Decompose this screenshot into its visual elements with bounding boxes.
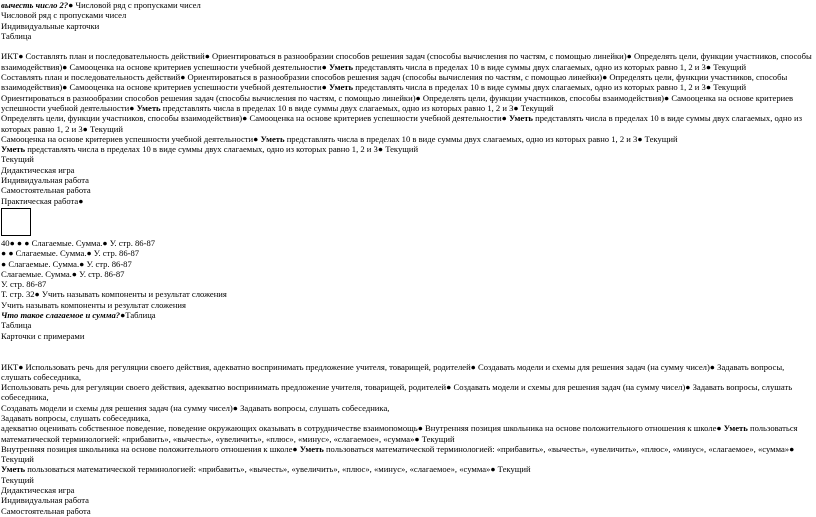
text-span: ●Таблица xyxy=(120,310,156,321)
text-span: пользоваться математической терминологией: «прибавить», «вычесть», «увеличить», «плюс», «минус», «слагаемое», «сумма»● Текущий xyxy=(1,423,798,444)
bold-text: Уметь xyxy=(329,82,354,93)
blank-line xyxy=(1,41,813,51)
text-line: Задавать вопросы, слушать собеседника, xyxy=(1,412,151,423)
text-span: Составлять план и последовательность действий● Ориентироваться в разнообразии способов решения задач (способы вычисления по частям, с помощью линейки)● Определять цели, функции участников, способы взаимодействия)● Самооценка на основе критериев успешности учебной деятельности● xyxy=(1,72,788,93)
text-span: пользоваться математической терминологией: «прибавить», «вычесть», «увеличить», «плюс», «минус», «слагаемое», «сумма»● Текущий xyxy=(1,443,795,465)
blank-line xyxy=(1,351,813,361)
text-line: 40● ● ● Слагаемые. Сумма.● У. стр. 86-87 xyxy=(1,237,156,248)
bold-text: Уметь xyxy=(299,443,324,454)
paragraph xyxy=(1,444,813,465)
text-span: Ориентироваться в разнообразии способов решения задач (способы вычисления по частям, с помощью линейки)● Определять цели, функции участников, способы взаимодействия)● Самооценка на основе критериев успешности учебной деятельности● xyxy=(1,92,794,113)
text-line: Индивидуальная работа xyxy=(1,495,89,506)
bold-text: Уметь xyxy=(508,113,533,124)
text-line: Дидактическая игра xyxy=(1,164,75,175)
text-span: представлять числа в пределах 10 в виде суммы двух слагаемых, одно из которых равно 1, 2 и 3● Текущий xyxy=(27,144,419,155)
text-span: Определять цели, функции участников, способы взаимодействия)● Самооценка на основе критериев успешности учебной деятельности● xyxy=(1,113,507,124)
text-line: Самостоятельная работа xyxy=(1,185,91,196)
text-span: ИКТ● Составлять план и последовательность действий● Ориентироваться в разнообразии способов решения задач (способы вычисления по частям, с помощью линейки)● Определять цели, функции участников, способы взаимодействия)● Самооценка на основе критериев успешности учебной деятельности● xyxy=(1,51,812,72)
text-span: представлять числа в пределах 10 в виде суммы двух слагаемых, одно из которых равно 1, 2 и 3● Текущий xyxy=(286,133,678,144)
question-text: вычесть число 2? xyxy=(1,0,69,10)
text-line: Самостоятельная работа xyxy=(1,505,91,516)
text-line: Создавать модели и схемы для решения задач (на сумму чисел)● Задавать вопросы, слушать собеседника, xyxy=(1,402,390,413)
text-line: Таблица xyxy=(1,30,32,41)
paragraph xyxy=(1,72,813,93)
text-line: Т. стр. 32● Учить называть компоненты и результат сложения xyxy=(1,289,227,300)
bold-text: Уметь xyxy=(723,423,748,434)
text-line: Текущий xyxy=(1,154,34,165)
bold-text: Уметь xyxy=(260,133,285,144)
text-line: Числовой ряд с пропусками чисел xyxy=(1,10,127,21)
text-span: адекватно оценивать собственное поведение, поведение окружающих оказывать в сотрудничестве взаимопомощь● Внутренняя позиция школьника на основе положительного отношения к школе● xyxy=(1,423,722,434)
text-line xyxy=(1,464,813,474)
paragraph: Использовать речь для регуляции своего действия, адекватно воспринимать предложение учителя, товарищей, родителей● Создавать модели и схемы для решения задач (на сумму чисел)● Задавать вопросы, слушать собеседника, xyxy=(1,382,793,403)
document-page xyxy=(1,0,813,516)
text-line: Карточки с примерами xyxy=(1,330,85,341)
text-span: представлять числа в пределах 10 в виде суммы двух слагаемых, одно из которых равно 1, 2 и 3● Текущий xyxy=(1,113,802,134)
bold-text: Уметь xyxy=(1,144,26,155)
text-span: ● Числовой ряд с пропусками чисел xyxy=(68,0,201,10)
paragraph xyxy=(1,134,813,144)
text-line xyxy=(1,0,813,10)
text-span: представлять числа в пределах 10 в виде суммы двух слагаемых, одно из которых равно 1, 2 и 3● Текущий xyxy=(355,82,747,93)
text-span: Внутренняя позиция школьника на основе положительного отношения к школе● xyxy=(1,443,298,454)
paragraph xyxy=(1,93,813,114)
text-span: пользоваться математической терминологией: «прибавить», «вычесть», «увеличить», «плюс», «минус», «слагаемое», «сумма»● Текущий xyxy=(27,464,531,475)
text-line: Учить называть компоненты и результат сложения xyxy=(1,299,186,310)
text-line: Текущий xyxy=(1,474,34,485)
text-span: Самооценка на основе критериев успешности учебной деятельности● xyxy=(1,133,259,144)
text-span: представлять числа в пределах 10 в виде суммы двух слагаемых, одно из которых равно 1, 2 и 3● Текущий xyxy=(162,102,554,113)
text-line: Таблица xyxy=(1,320,32,331)
image-placeholder-box xyxy=(1,208,31,236)
bold-text: Уметь xyxy=(136,102,161,113)
paragraph xyxy=(1,113,813,134)
paragraph xyxy=(1,51,813,72)
bold-text: Уметь xyxy=(1,464,26,475)
text-line: ● Слагаемые. Сумма.● У. стр. 86-87 xyxy=(1,258,132,269)
text-line: У. стр. 86-87 xyxy=(1,279,47,290)
question-text: Что такое слагаемое и сумма? xyxy=(1,310,121,321)
text-line xyxy=(1,310,813,320)
text-line: Дидактическая игра xyxy=(1,485,75,496)
text-line: ● ● Слагаемые. Сумма.● У. стр. 86-87 xyxy=(1,248,140,259)
bold-text: Уметь xyxy=(329,61,354,72)
text-line: Практическая работа● xyxy=(1,195,84,206)
paragraph: ИКТ● Использовать речь для регуляции своего действия, адекватно воспринимать предложение учителя, товарищей, родителей● Создавать модели и схемы для решения задач (на сумму чисел)● Задавать вопросы, слушать собеседника, xyxy=(1,361,785,382)
blank-line xyxy=(1,341,813,351)
paragraph xyxy=(1,423,813,444)
text-line: Слагаемые. Сумма.● У. стр. 86-87 xyxy=(1,268,125,279)
text-span: представлять числа в пределах 10 в виде суммы двух слагаемых, одно из которых равно 1, 2 и 3● Текущий xyxy=(355,61,747,72)
text-line: Индивидуальная работа xyxy=(1,175,89,186)
text-line xyxy=(1,144,813,154)
text-line: Индивидуальные карточки xyxy=(1,20,100,31)
